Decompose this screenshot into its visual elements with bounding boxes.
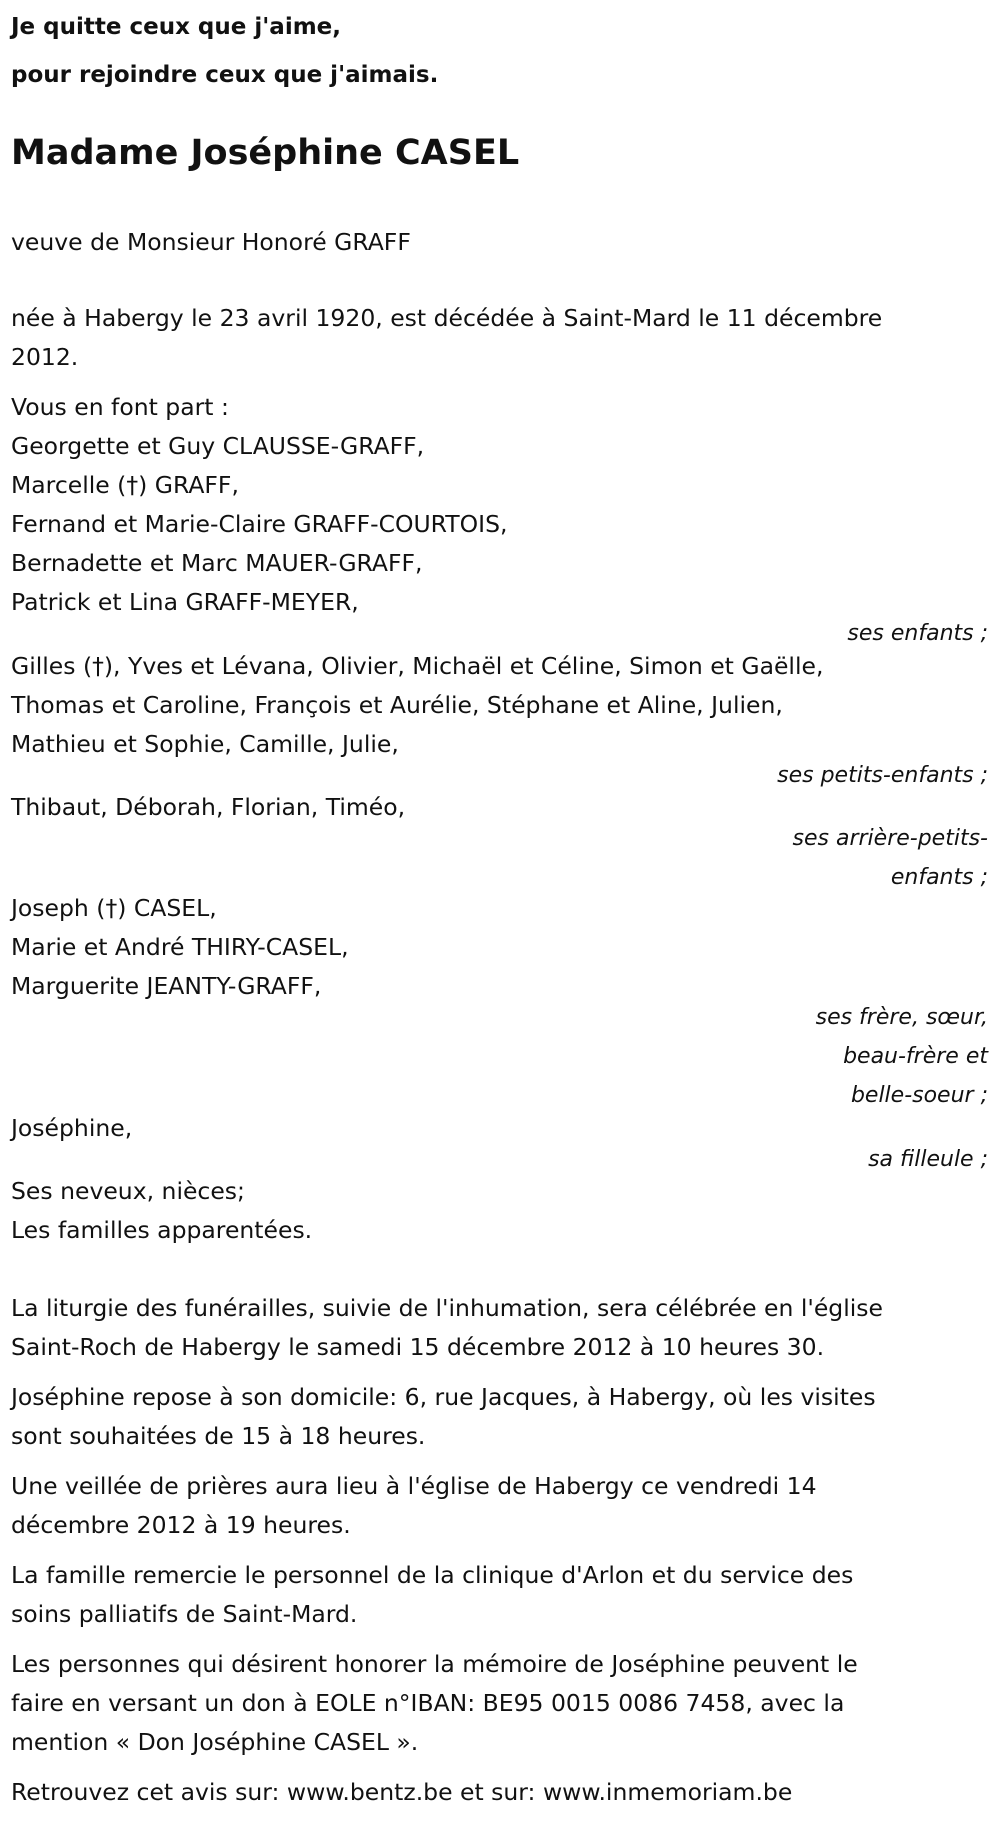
- child-line: Georgette et Guy CLAUSSE-GRAFF,: [11, 432, 425, 460]
- great-grandchildren-role-2: enfants ;: [890, 865, 988, 890]
- announcement-intro: Vous en font part :: [11, 393, 229, 421]
- liturgy-line-2: Saint-Roch de Habergy le samedi 15 décembre 2012 à 10 heures 30.: [11, 1333, 825, 1361]
- vigil-line-1: Une veillée de prières aura lieu à l'église de Habergy ce vendredi 14: [11, 1472, 817, 1500]
- quote: [11, 0, 1000, 99]
- sibling-line: Joseph (†) CASEL,: [11, 894, 217, 922]
- grandchildren-role: ses petits-enfants ;: [777, 763, 988, 788]
- rest-line-2: sont souhaitées de 15 à 18 heures.: [11, 1422, 426, 1450]
- rest-line-1: Joséphine repose à son domicile: 6, rue Jacques, à Habergy, où les visites: [11, 1383, 876, 1411]
- great-grandchildren-role-1: ses arrière-petits-: [792, 826, 988, 851]
- grandchildren-line: Gilles (†), Yves et Lévana, Olivier, Michaël et Céline, Simon et Gaëlle,: [11, 652, 824, 680]
- child-line: Patrick et Lina GRAFF-MEYER,: [11, 588, 359, 616]
- goddaughter-role: sa filleule ;: [868, 1147, 988, 1172]
- child-line: Fernand et Marie-Claire GRAFF-COURTOIS,: [11, 510, 508, 538]
- sibling-line: Marguerite JEANTY-GRAFF,: [11, 972, 322, 1000]
- grandchildren-line: Mathieu et Sophie, Camille, Julie,: [11, 730, 399, 758]
- child-line: Bernadette et Marc MAUER-GRAFF,: [11, 549, 423, 577]
- siblings-role-2: beau-frère et: [843, 1044, 988, 1069]
- thanks-line-2: soins palliatifs de Saint-Mard.: [11, 1600, 358, 1628]
- families-line: Les familles apparentées.: [11, 1216, 313, 1244]
- sibling-line: Marie et André THIRY-CASEL,: [11, 933, 349, 961]
- thanks-line-1: La famille remercie le personnel de la clinique d'Arlon et du service des: [11, 1561, 854, 1589]
- vigil-line-2: décembre 2012 à 19 heures.: [11, 1511, 351, 1539]
- deceased-name: Madame Joséphine CASEL: [11, 133, 520, 173]
- quote-line-2: pour rejoindre ceux que j'aimais.: [11, 62, 439, 88]
- liturgy-line-1: La liturgie des funérailles, suivie de l'inhumation, sera célébrée en l'église: [11, 1294, 883, 1322]
- birth-death-line-2: 2012.: [11, 343, 79, 371]
- siblings-role-1: ses frère, sœur,: [815, 1005, 988, 1030]
- child-line: Marcelle (†) GRAFF,: [11, 471, 239, 499]
- children-role: ses enfants ;: [847, 621, 988, 646]
- footer-links: Retrouvez cet avis sur: www.bentz.be et sur: www.inmemoriam.be: [11, 1778, 793, 1806]
- quote-line-1: Je quitte ceux que j'aime,: [11, 14, 342, 40]
- goddaughter-line: Joséphine,: [11, 1114, 133, 1142]
- great-grandchildren-line: Thibaut, Déborah, Florian, Timéo,: [11, 793, 406, 821]
- birth-death-line-1: née à Habergy le 23 avril 1920, est décédée à Saint-Mard le 11 décembre: [11, 304, 883, 332]
- grandchildren-line: Thomas et Caroline, François et Aurélie, Stéphane et Aline, Julien,: [11, 691, 783, 719]
- donation-line-1: Les personnes qui désirent honorer la mémoire de Joséphine peuvent le: [11, 1650, 858, 1678]
- donation-line-2: faire en versant un don à EOLE n°IBAN: BE95 0015 0086 7458, avec la: [11, 1689, 845, 1717]
- spouse-line: veuve de Monsieur Honoré GRAFF: [11, 228, 411, 256]
- nephews-line: Ses neveux, nièces;: [11, 1177, 245, 1205]
- donation-line-3: mention « Don Joséphine CASEL ».: [11, 1728, 419, 1756]
- siblings-role-3: belle-soeur ;: [850, 1083, 988, 1108]
